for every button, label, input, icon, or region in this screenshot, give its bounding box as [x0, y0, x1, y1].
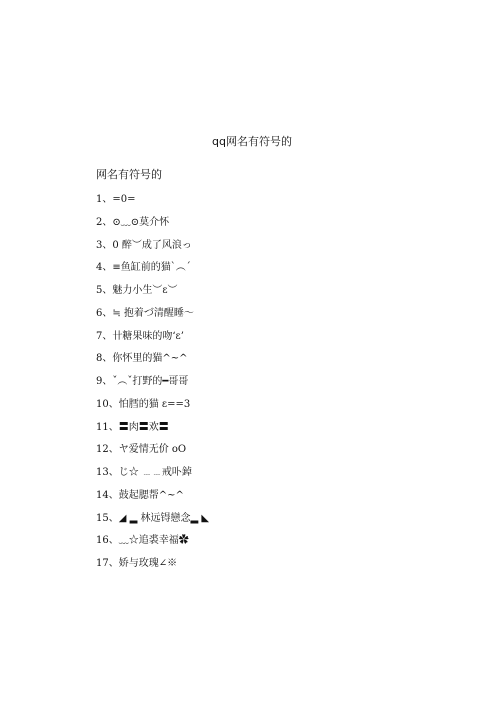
list-item: 15、◢ ▂ 林远锝戀念▂ ◣	[96, 512, 210, 524]
list-item: 13、じ☆ ﹍﹍戒卟鋽	[96, 467, 192, 478]
list-item: 17、娇与玫瑰∠※	[96, 558, 178, 569]
list-item: 16、﹏☆追裘幸福✿	[96, 535, 189, 547]
list-item: 8、你怀里的猫^~^	[96, 353, 188, 365]
section-heading: 网名有符号的	[96, 168, 162, 181]
list-item: 3、0 醉︶成了风浪っ	[96, 239, 192, 251]
list-item: 7、卄糖果味的吻‘ε’	[96, 330, 184, 342]
document-title: qq网名有符号的	[212, 135, 292, 148]
nickname-list	[96, 189, 209, 576]
list-item: 10、怕膤的猫 ε==3	[96, 398, 191, 410]
list-item: 2、⊙﹏⊙莫介怀	[96, 216, 170, 228]
list-item: 11、〓肉〓欢〓	[96, 421, 169, 433]
list-item: 1、=0=	[96, 194, 136, 205]
list-item: 6、≒ 抱着づ清醒睡～	[96, 307, 194, 319]
list-item: 12、ヤ爱情无价 oO	[96, 444, 187, 456]
list-item: 14、鼓起腮帮^~^	[96, 489, 184, 501]
list-item: 5、魅力小生︶ε︶	[96, 285, 178, 296]
list-item: 4、≡鱼缸前的猫`︵´	[96, 262, 191, 274]
list-item: 9、ˇ︵ˇ打野的━哥哥	[96, 376, 189, 387]
